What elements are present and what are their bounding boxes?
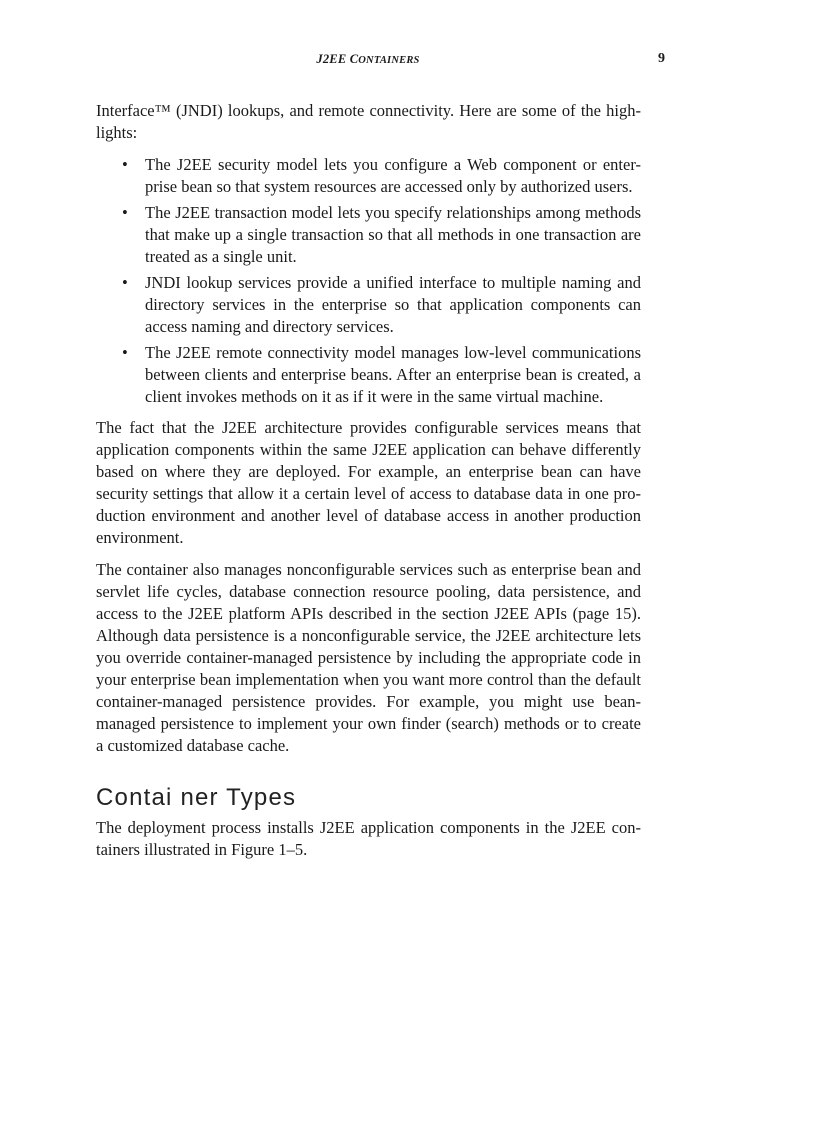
intro-paragraph: Interface™ (JNDI) lookups, and remote connectivity. Here are some of the high-lights: bbox=[96, 101, 641, 142]
bullet-icon: • bbox=[122, 203, 128, 222]
body-text bbox=[96, 100, 641, 871]
page-number: 9 bbox=[658, 51, 665, 66]
list-item-text: JNDI lookup services provide a unified interface to multiple naming and directory services in the enterprise so that application components can access naming and directory services. bbox=[145, 273, 641, 336]
list-item bbox=[96, 154, 641, 198]
highlights-list bbox=[96, 154, 641, 408]
list-item-text: The J2EE security model lets you configure a Web component or enter-prise bean so that system resources are accessed only by authorized users. bbox=[145, 155, 641, 196]
configurable-services-paragraph: The fact that the J2EE architecture provides configurable services means that application components within the same J2EE application can behave differently based on where they are deployed. For example, an enterprise bean can have security settings that allow it a certain level of access to database data in one pro-duction environment and another level of database access in another production environment. bbox=[96, 418, 641, 547]
running-header-text-a: J2EE C bbox=[316, 52, 359, 66]
list-item-text: The J2EE transaction model lets you specify relationships among methods that make up a single transaction so that all methods in one transaction are treated as a single unit. bbox=[145, 203, 641, 266]
running-header-text-b: ONTAINERS bbox=[358, 55, 420, 66]
deployment-paragraph: The deployment process installs J2EE application components in the J2EE con-tainers illustrated in Figure 1–5. bbox=[96, 818, 641, 859]
bullet-icon: • bbox=[122, 273, 128, 292]
section-heading: Contai ner Types bbox=[96, 784, 297, 811]
list-item bbox=[96, 202, 641, 268]
list-item-text: The J2EE remote connectivity model manages low-level communications between clients and enterprise beans. After an enterprise bean is created, a client invokes methods on it as if it were in the same virtual machine. bbox=[145, 343, 641, 406]
bullet-icon: • bbox=[122, 343, 128, 362]
bullet-icon: • bbox=[122, 155, 128, 174]
nonconfigurable-services-paragraph: The container also manages nonconfigurable services such as enterprise bean and servlet life cycles, database connection resource pooling, data persistence, and access to the J2EE platform APIs described in the section J2EE APIs (page 15). Although data persistence is a nonconfigurable service, the J2EE architecture lets you override container-managed persistence by including the appropriate code in your enterprise bean implementation when you want more control than the default container-managed persistence provides. For example, you might use bean-managed persistence to implement your own finder (search) methods or to create a customized database cache. bbox=[96, 560, 641, 755]
running-header bbox=[96, 52, 640, 67]
list-item bbox=[96, 342, 641, 408]
list-item bbox=[96, 272, 641, 338]
